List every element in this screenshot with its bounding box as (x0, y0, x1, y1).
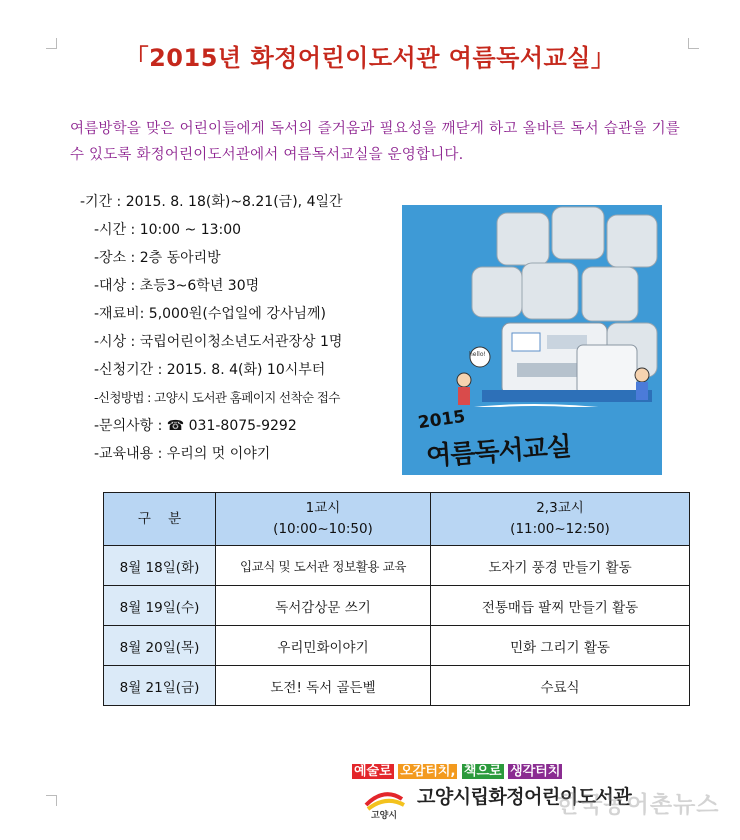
row-period-2-3: 전통매듭 팔찌 만들기 활동 (431, 586, 690, 626)
row-date: 8월 21일(금) (104, 666, 216, 706)
row-period-1: 우리민화이야기 (216, 626, 431, 666)
schedule-table (103, 492, 690, 706)
library-name: 고양시립화정어린이도서관 (417, 786, 632, 808)
detail-period: -기간 : 2015. 8. 18(화)~8.21(금), 4일간 (80, 194, 343, 210)
detail-contact: -문의사항 : ☎ 031-8075-9292 (94, 418, 297, 434)
event-details (80, 188, 410, 468)
row-date: 8월 19일(수) (104, 586, 216, 626)
poster-year: 2015 (416, 406, 467, 434)
header-category: 구 분 (104, 493, 216, 546)
row-period-2-3: 민화 그리기 활동 (431, 626, 690, 666)
header-period-2-3: 2,3교시 (11:00~12:50) (431, 493, 690, 546)
detail-place: -장소 : 2층 동아리방 (94, 250, 221, 266)
row-period-1: 독서감상문 쓰기 (216, 586, 431, 626)
row-period-2-3: 도자기 풍경 만들기 활동 (431, 546, 690, 586)
detail-award: -시상 : 국립어린이청소년도서관장상 1명 (94, 334, 343, 350)
table-header-row (104, 493, 690, 546)
slogan-word: 예술로 (354, 764, 392, 779)
slogan-word: 책으로 (463, 764, 502, 779)
table-row (104, 666, 690, 706)
detail-apply-period: -신청기간 : 2015. 8. 4(화) 10시부터 (94, 362, 326, 378)
row-date: 8월 20일(목) (104, 626, 216, 666)
city-name: 고양시 (370, 811, 398, 821)
intro-paragraph: 여름방학을 맞은 어린이들에게 독서의 즐거움과 필요성을 깨닫게 하고 올바른 독서 습관을 기를 수 있도록 화정어린이도서관에서 여름독서교실을 운영합니다. (70, 121, 680, 163)
header-period-1: 1교시 (10:00~10:50) (216, 493, 431, 546)
detail-target: -대상 : 초등3~6학년 30명 (94, 278, 260, 294)
detail-time: -시간 : 10:00 ~ 13:00 (94, 222, 242, 238)
row-date: 8월 18일(화) (104, 546, 216, 586)
row-period-1: 입교식 및 도서관 정보활용 교육 (216, 546, 431, 586)
table-row (104, 546, 690, 586)
crop-mark (46, 795, 57, 806)
detail-fee: -재료비: 5,000원(수업일에 강사님께) (94, 306, 326, 322)
poster-bubble-text: hello! (469, 351, 486, 358)
slogan-word: 오감터치, (400, 764, 456, 779)
row-period-1: 도전! 독서 골든벨 (216, 666, 431, 706)
news-watermark: 한국농어촌뉴스 (557, 792, 720, 818)
slogan-ribbon (352, 762, 652, 781)
table-row (104, 626, 690, 666)
slogan-word: 생각터치 (510, 764, 561, 779)
poster-image (402, 205, 662, 475)
page-title: 「2015년 화정어린이도서관 여름독서교실」 (124, 44, 616, 72)
detail-content: -교육내용 : 우리의 멋 이야기 (94, 446, 271, 462)
poster-title: 여름독서교실 (425, 431, 572, 473)
row-period-2-3: 수료식 (431, 666, 690, 706)
detail-apply-method: -신청방법 : 고양시 도서관 홈페이지 선착순 접수 (94, 390, 340, 405)
table-row (104, 586, 690, 626)
